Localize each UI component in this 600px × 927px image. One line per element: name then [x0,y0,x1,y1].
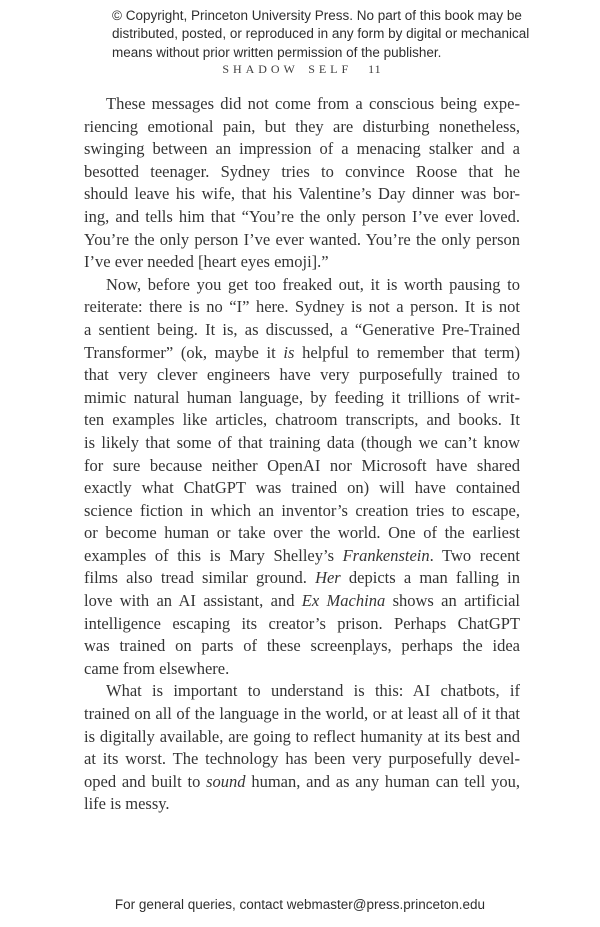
text-segment: besotted teenager. Sydney tries to convince Roose that he [84,161,520,181]
text-segment: films also tread similar ground. [84,568,316,588]
text-segment: examples of this is Mary Shelley’s [84,545,343,565]
text-segment: mimic natural human language, by feeding it trillions of writ- [84,387,520,407]
text-line [84,590,520,613]
body-text [84,93,520,816]
text-segment: . Two recent [429,545,520,565]
footer-contact: For general queries, contact webmaster@press.princeton.edu [114,897,486,912]
text-line [84,364,520,387]
text-segment: ing, and tells him that “You’re the only person I’ve ever loved. [84,206,520,226]
text-segment: riencing emotional pain, but they are disturbing nonetheless, [84,116,520,136]
text-segment: swinging between an impression of a menacing stalker and a [84,139,520,159]
paragraph [84,680,520,816]
text-segment: a sentient being. It is, as discussed, a “Generative Pre-Trained [84,319,520,339]
text-line [84,726,520,749]
text-line [84,477,520,500]
text-line [84,342,520,365]
text-line [84,161,520,184]
text-line [84,296,520,319]
text-line [84,455,520,478]
text-line [84,613,520,636]
text-line [84,274,520,297]
paragraph [84,274,520,681]
text-segment: oped and built to [84,771,207,791]
text-segment: shows an artificial [385,591,520,611]
text-segment: science fiction in which an inventor’s creation tries to escape, [84,500,520,520]
text-line [84,409,520,432]
text-line [84,522,520,545]
running-title: SHADOW SELF [222,62,353,76]
text-line [84,387,520,410]
copyright-line: distributed, posted, or reproduced in any form by digital or mechanical [112,26,530,42]
text-segment: intelligence escaping its creator’s prison. Perhaps ChatGPT [84,613,520,633]
text-segment: love with an AI assistant, and [84,591,302,611]
text-line [84,658,520,681]
text-line [84,748,520,771]
text-line [84,500,520,523]
italic-text: Ex Machina [301,591,386,611]
text-segment: What is important to understand is this: AI chatbots, if [106,681,520,701]
text-segment: ten examples like articles, chatroom transcripts, and books. It [84,410,520,430]
text-line [84,251,520,274]
text-segment: human, and as any human can tell you, [245,771,520,791]
text-line [84,229,520,252]
text-segment: came from elsewhere. [84,658,230,678]
text-line [84,432,520,455]
text-line [84,703,520,726]
copyright-line: © Copyright, Princeton University Press. No part of this book may be [112,8,522,23]
text-segment: or become human or take over the world. One of the earliest [84,523,520,543]
text-segment: is digitally available, are going to reflect humanity at its best and [84,726,520,746]
copyright-line: means without prior written permission of the publisher. [112,44,442,60]
text-line [84,771,520,794]
text-line [84,319,520,342]
text-segment: These messages did not come from a conscious being expe- [106,94,520,113]
italic-text: Frankenstein [342,545,430,565]
text-segment: reiterate: there is no “I” here. Sydney is not a person. It is not [84,297,520,317]
italic-text: sound [206,771,246,791]
text-segment: should leave his wife, that his Valentine’s Day dinner was bor- [84,184,520,204]
text-line [84,793,520,816]
text-segment: that very clever engineers have very purposefully trained to [84,365,520,385]
text-line [84,138,520,161]
text-segment: exactly what ChatGPT was trained on) will have contained [84,478,520,498]
text-segment: Transformer” (ok, maybe it [84,342,284,362]
text-line [84,567,520,590]
italic-text: is [283,342,295,362]
copyright-notice [112,7,529,62]
text-segment: was trained on parts of these screenplays, perhaps the idea [84,636,520,656]
text-segment: for sure because neither OpenAI nor Microsoft have shared [84,455,520,475]
text-segment: Now, before you get too freaked out, it is worth pausing to [106,274,520,294]
text-line [84,545,520,568]
text-line [84,116,520,139]
text-segment: depicts a man falling in [340,568,520,588]
text-segment: trained on all of the language in the world, or at least all of it that [84,704,520,724]
text-segment: I’ve ever needed [heart eyes emoji].” [84,252,329,272]
text-line [84,183,520,206]
paragraph [84,93,520,274]
text-line [84,680,520,703]
text-segment: helpful to remember that term) [294,342,520,362]
text-segment: You’re the only person I’ve ever wanted. You’re the only person [84,229,520,249]
text-line [84,635,520,658]
italic-text: Her [315,568,341,588]
running-header [84,62,520,77]
text-line [84,206,520,229]
page-number: 11 [368,62,382,76]
text-segment: at its worst. The technology has been very purposefully devel- [84,749,520,769]
text-segment: is likely that some of that training data (though we can’t know [84,432,520,452]
text-segment: life is messy. [84,794,170,814]
text-line [84,93,520,116]
